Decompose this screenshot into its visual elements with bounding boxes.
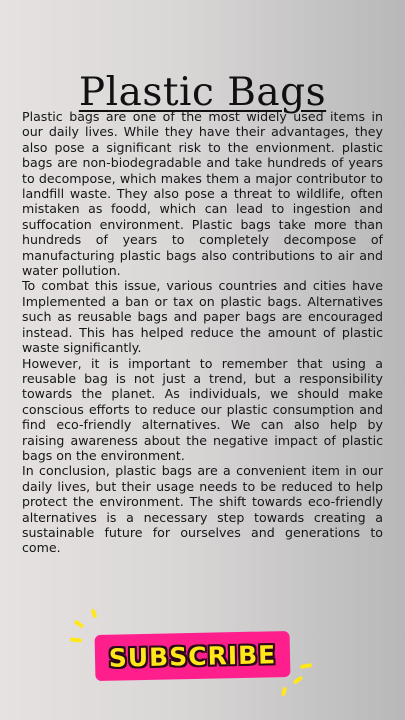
paragraph-intro: Plastic bags are one of the most widely used items in our daily lives. While they have their advantages, they also pose a significant risk to the envionment. plastic bags are non-biodegradable and take hundreds of years to decompose, which makes them a major contributor to landfill waste. They also pose a threat to wildlife, often mistaken as foodd, which can lead to ingestion and suffocation environment. Plastic bags take more than hundreds of years to completely decompose of manufacturing plastic bags also contributions to air and water pollution. bbox=[22, 109, 383, 279]
paragraph-conclusion: In conclusion, plastic bags are a convenient item in our daily lives, but their usage needs to be reduced to help protect the environment. The shift towards eco-friendly alternatives is a necessary step towards creating a sustainable future for ourselves and generations to come. bbox=[22, 463, 383, 556]
paragraph-bans: To combat this issue, various countries and cities have Implemented a ban or tax on plastic bags. Alternatives such as reusable bags and paper bags are encouraged instead. This has helped reduce the amount of plastic waste significantly. bbox=[22, 278, 383, 356]
paragraph-responsibility: However, it is important to remember that using a reusable bag is not just a trend, but a responsibility towards the planet. As individuals, we should make conscious efforts to reduce our plastic consumption and find eco-friendly alternatives. We can also help by raising awareness about the negative impact of plastic bags on the environment. bbox=[22, 355, 383, 463]
subscribe-label: SUBSCRIBE bbox=[108, 639, 277, 673]
page-title-text: Plastic Bags bbox=[78, 70, 327, 116]
subscribe-widget bbox=[95, 633, 290, 679]
article-body bbox=[22, 109, 383, 556]
subscribe-button[interactable] bbox=[95, 631, 291, 681]
